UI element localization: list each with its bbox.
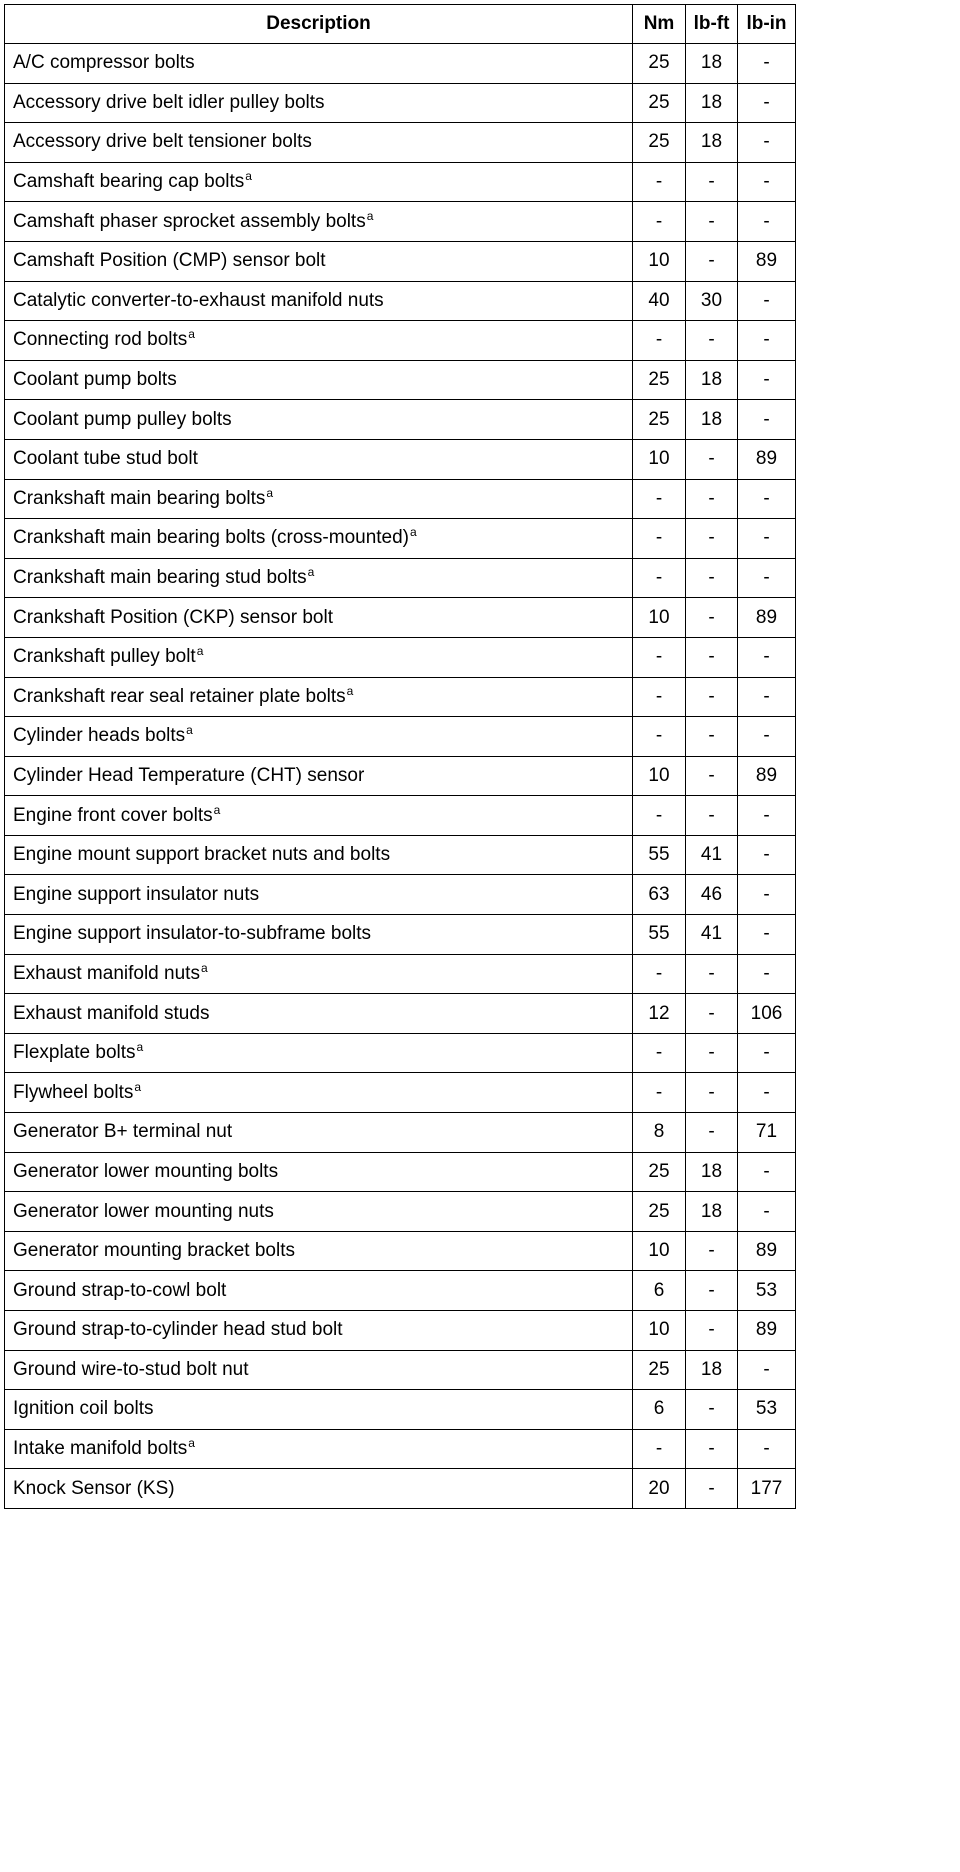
table-row xyxy=(5,202,796,242)
description-text: Generator lower mounting bolts xyxy=(13,1160,279,1182)
table-row xyxy=(5,321,796,361)
cell-description xyxy=(5,1429,633,1469)
cell-lbin: - xyxy=(738,83,796,123)
header-description: Description xyxy=(5,5,633,44)
description-text: Cylinder heads bolts xyxy=(13,725,186,747)
description-text: Knock Sensor (KS) xyxy=(13,1477,175,1499)
cell-lbin: - xyxy=(738,954,796,994)
description-text: Coolant tube stud bolt xyxy=(13,448,198,470)
footnote-marker: a xyxy=(410,525,417,540)
cell-lbft: - xyxy=(686,439,738,479)
cell-description xyxy=(5,1271,633,1311)
cell-description xyxy=(5,123,633,163)
table-row xyxy=(5,994,796,1034)
footnote-marker: a xyxy=(266,485,274,500)
cell-nm: - xyxy=(633,717,686,757)
cell-nm: 40 xyxy=(633,281,686,321)
table-row xyxy=(5,1152,796,1192)
cell-lbft: - xyxy=(686,598,738,638)
cell-lbin: - xyxy=(738,637,796,677)
cell-lbin: - xyxy=(738,360,796,400)
cell-lbin: 89 xyxy=(738,756,796,796)
cell-lbin: 89 xyxy=(738,598,796,638)
description-text: Ground strap-to-cowl bolt xyxy=(13,1279,227,1301)
cell-nm: 25 xyxy=(633,123,686,163)
cell-lbin: - xyxy=(738,1429,796,1469)
description-text: A/C compressor bolts xyxy=(13,52,195,74)
table-row xyxy=(5,162,796,202)
cell-nm: 25 xyxy=(633,1152,686,1192)
table-row xyxy=(5,1390,796,1430)
table-header xyxy=(5,5,796,44)
cell-nm: 10 xyxy=(633,1231,686,1271)
cell-nm: 25 xyxy=(633,400,686,440)
cell-description xyxy=(5,756,633,796)
cell-lbin: - xyxy=(738,202,796,242)
cell-description xyxy=(5,519,633,559)
table-row xyxy=(5,1311,796,1351)
header-lbft: lb-ft xyxy=(686,5,738,44)
cell-nm: 10 xyxy=(633,439,686,479)
cell-lbin: - xyxy=(738,281,796,321)
table-row xyxy=(5,598,796,638)
cell-lbin: - xyxy=(738,875,796,915)
description-text: Crankshaft main bearing stud bolts xyxy=(13,567,307,589)
table-row xyxy=(5,44,796,84)
cell-description xyxy=(5,241,633,281)
table-row xyxy=(5,281,796,321)
cell-lbin: 89 xyxy=(738,241,796,281)
cell-lbft: - xyxy=(686,717,738,757)
footnote-marker: a xyxy=(188,327,195,342)
table-row xyxy=(5,1192,796,1232)
description-text: Exhaust manifold studs xyxy=(13,1002,210,1024)
cell-lbft: - xyxy=(686,1033,738,1073)
description-text: Crankshaft rear seal retainer plate bolts xyxy=(13,685,346,707)
cell-lbin: 89 xyxy=(738,1311,796,1351)
description-text: Engine mount support bracket nuts and bolts xyxy=(13,844,391,866)
cell-description xyxy=(5,1033,633,1073)
table-row xyxy=(5,954,796,994)
cell-lbft: - xyxy=(686,202,738,242)
cell-description xyxy=(5,1390,633,1430)
description-text: Generator B+ terminal nut xyxy=(13,1121,233,1143)
description-text: Exhaust manifold nuts xyxy=(13,962,200,984)
cell-description xyxy=(5,558,633,598)
table-row xyxy=(5,1429,796,1469)
footnote-marker: a xyxy=(245,169,252,184)
cell-lbft: 18 xyxy=(686,1152,738,1192)
cell-nm: 6 xyxy=(633,1271,686,1311)
cell-lbft: 18 xyxy=(686,1192,738,1232)
cell-nm: 12 xyxy=(633,994,686,1034)
description-text: Crankshaft main bearing bolts (cross-mounted) xyxy=(13,527,410,549)
cell-lbft: - xyxy=(686,1429,738,1469)
cell-description xyxy=(5,439,633,479)
cell-lbin: - xyxy=(738,1350,796,1390)
cell-description xyxy=(5,1192,633,1232)
cell-nm: 10 xyxy=(633,598,686,638)
cell-nm: - xyxy=(633,1429,686,1469)
cell-lbft: - xyxy=(686,637,738,677)
cell-lbft: - xyxy=(686,558,738,598)
cell-description xyxy=(5,44,633,84)
cell-lbin: - xyxy=(738,479,796,519)
cell-nm: - xyxy=(633,321,686,361)
cell-lbft: - xyxy=(686,1469,738,1509)
footnote-marker: a xyxy=(186,723,193,738)
cell-nm: 25 xyxy=(633,1192,686,1232)
footnote-marker: a xyxy=(136,1040,144,1055)
footnote-marker: a xyxy=(213,802,221,817)
table-row xyxy=(5,123,796,163)
cell-lbft: - xyxy=(686,162,738,202)
table-row xyxy=(5,241,796,281)
cell-lbft: - xyxy=(686,1390,738,1430)
cell-nm: 10 xyxy=(633,241,686,281)
cell-description xyxy=(5,875,633,915)
cell-nm: - xyxy=(633,1073,686,1113)
table-row xyxy=(5,796,796,836)
cell-description xyxy=(5,360,633,400)
cell-description xyxy=(5,202,633,242)
footnote-marker: a xyxy=(346,683,354,698)
cell-nm: - xyxy=(633,162,686,202)
cell-lbin: 53 xyxy=(738,1390,796,1430)
cell-description xyxy=(5,479,633,519)
cell-lbin: - xyxy=(738,558,796,598)
cell-nm: 25 xyxy=(633,360,686,400)
cell-nm: - xyxy=(633,637,686,677)
cell-lbin: - xyxy=(738,677,796,717)
cell-lbin: - xyxy=(738,1152,796,1192)
cell-lbft: - xyxy=(686,756,738,796)
cell-nm: - xyxy=(633,519,686,559)
cell-lbft: 46 xyxy=(686,875,738,915)
header-row xyxy=(5,5,796,44)
description-text: Engine support insulator nuts xyxy=(13,883,260,905)
cell-lbft: - xyxy=(686,954,738,994)
cell-lbin: - xyxy=(738,321,796,361)
cell-nm: 20 xyxy=(633,1469,686,1509)
cell-lbin: 71 xyxy=(738,1113,796,1153)
cell-description xyxy=(5,915,633,955)
cell-description xyxy=(5,162,633,202)
torque-spec-table xyxy=(4,4,796,1509)
cell-lbin: - xyxy=(738,915,796,955)
description-text: Camshaft bearing cap bolts xyxy=(13,171,245,193)
cell-description xyxy=(5,677,633,717)
description-text: Cylinder Head Temperature (CHT) sensor xyxy=(13,764,365,786)
cell-lbft: 18 xyxy=(686,1350,738,1390)
table-row xyxy=(5,875,796,915)
cell-description xyxy=(5,1469,633,1509)
cell-description xyxy=(5,796,633,836)
description-text: Generator mounting bracket bolts xyxy=(13,1240,295,1262)
cell-description xyxy=(5,1152,633,1192)
cell-lbin: 53 xyxy=(738,1271,796,1311)
description-text: Flexplate bolts xyxy=(13,1042,136,1064)
table-row xyxy=(5,915,796,955)
table-row xyxy=(5,519,796,559)
cell-lbft: - xyxy=(686,241,738,281)
description-text: Camshaft Position (CMP) sensor bolt xyxy=(13,250,326,272)
footnote-marker: a xyxy=(366,208,374,223)
cell-description xyxy=(5,400,633,440)
description-text: Camshaft phaser sprocket assembly bolts xyxy=(13,210,366,232)
cell-description xyxy=(5,598,633,638)
description-text: Crankshaft pulley bolt xyxy=(13,646,196,668)
cell-lbft: - xyxy=(686,1073,738,1113)
footnote-marker: a xyxy=(196,644,204,659)
description-text: Accessory drive belt tensioner bolts xyxy=(13,131,312,153)
description-text: Accessory drive belt idler pulley bolts xyxy=(13,91,325,113)
cell-nm: - xyxy=(633,954,686,994)
description-text: Intake manifold bolts xyxy=(13,1438,188,1460)
description-text: Catalytic converter-to-exhaust manifold nuts xyxy=(13,289,384,311)
cell-nm: 10 xyxy=(633,756,686,796)
cell-lbft: - xyxy=(686,677,738,717)
cell-nm: 8 xyxy=(633,1113,686,1153)
cell-description xyxy=(5,637,633,677)
cell-lbft: - xyxy=(686,1113,738,1153)
cell-nm: 25 xyxy=(633,1350,686,1390)
cell-lbin: - xyxy=(738,519,796,559)
cell-nm: - xyxy=(633,558,686,598)
table-row xyxy=(5,677,796,717)
cell-lbft: 18 xyxy=(686,44,738,84)
cell-lbft: - xyxy=(686,796,738,836)
cell-lbin: - xyxy=(738,1033,796,1073)
cell-nm: - xyxy=(633,1033,686,1073)
cell-lbft: 18 xyxy=(686,360,738,400)
cell-lbft: - xyxy=(686,1231,738,1271)
cell-lbin: - xyxy=(738,162,796,202)
cell-lbft: - xyxy=(686,1311,738,1351)
footnote-marker: a xyxy=(134,1079,142,1094)
footnote-marker: a xyxy=(188,1436,195,1451)
description-text: Crankshaft Position (CKP) sensor bolt xyxy=(13,606,333,628)
table-row xyxy=(5,83,796,123)
cell-lbin: - xyxy=(738,1073,796,1113)
cell-lbin: 89 xyxy=(738,1231,796,1271)
table-row xyxy=(5,400,796,440)
description-text: Coolant pump bolts xyxy=(13,369,177,391)
footnote-marker: a xyxy=(200,960,208,975)
table-row xyxy=(5,1033,796,1073)
cell-lbin: - xyxy=(738,717,796,757)
cell-nm: 25 xyxy=(633,44,686,84)
cell-description xyxy=(5,1073,633,1113)
cell-lbin: 177 xyxy=(738,1469,796,1509)
table-row xyxy=(5,1469,796,1509)
table-row xyxy=(5,558,796,598)
table-row xyxy=(5,439,796,479)
description-text: Engine front cover bolts xyxy=(13,804,213,826)
cell-lbin: - xyxy=(738,1192,796,1232)
footnote-marker: a xyxy=(307,565,315,580)
cell-description xyxy=(5,83,633,123)
cell-lbin: - xyxy=(738,400,796,440)
cell-description xyxy=(5,321,633,361)
cell-lbft: 18 xyxy=(686,83,738,123)
cell-nm: - xyxy=(633,202,686,242)
cell-description xyxy=(5,835,633,875)
cell-nm: 6 xyxy=(633,1390,686,1430)
cell-nm: 25 xyxy=(633,83,686,123)
description-text: Generator lower mounting nuts xyxy=(13,1200,274,1222)
header-lbin: lb-in xyxy=(738,5,796,44)
cell-lbin: - xyxy=(738,123,796,163)
cell-nm: 55 xyxy=(633,915,686,955)
description-text: Flywheel bolts xyxy=(13,1081,134,1103)
cell-nm: 63 xyxy=(633,875,686,915)
header-nm: Nm xyxy=(633,5,686,44)
cell-nm: 10 xyxy=(633,1311,686,1351)
cell-lbin: 89 xyxy=(738,439,796,479)
description-text: Engine support insulator-to-subframe bolts xyxy=(13,923,372,945)
table-row xyxy=(5,1350,796,1390)
description-text: Crankshaft main bearing bolts xyxy=(13,487,266,509)
cell-lbft: - xyxy=(686,321,738,361)
cell-lbft: 18 xyxy=(686,400,738,440)
table-row xyxy=(5,360,796,400)
table-row xyxy=(5,637,796,677)
description-text: Ground strap-to-cylinder head stud bolt xyxy=(13,1319,343,1341)
cell-lbft: - xyxy=(686,519,738,559)
cell-lbft: 30 xyxy=(686,281,738,321)
cell-nm: - xyxy=(633,796,686,836)
cell-nm: - xyxy=(633,677,686,717)
description-text: Connecting rod bolts xyxy=(13,329,188,351)
table-row xyxy=(5,1231,796,1271)
cell-description xyxy=(5,1113,633,1153)
cell-lbft: - xyxy=(686,1271,738,1311)
cell-nm: - xyxy=(633,479,686,519)
table-row xyxy=(5,835,796,875)
cell-description xyxy=(5,954,633,994)
cell-lbin: - xyxy=(738,835,796,875)
table-row xyxy=(5,756,796,796)
cell-description xyxy=(5,1311,633,1351)
description-text: Coolant pump pulley bolts xyxy=(13,408,232,430)
table-body xyxy=(5,44,796,1509)
cell-lbft: 41 xyxy=(686,915,738,955)
cell-nm: 55 xyxy=(633,835,686,875)
table-row xyxy=(5,479,796,519)
table-row xyxy=(5,1271,796,1311)
cell-lbft: - xyxy=(686,479,738,519)
cell-lbin: - xyxy=(738,796,796,836)
table-row xyxy=(5,1073,796,1113)
cell-description xyxy=(5,717,633,757)
cell-lbft: 41 xyxy=(686,835,738,875)
cell-lbft: - xyxy=(686,994,738,1034)
description-text: Ignition coil bolts xyxy=(13,1398,154,1420)
cell-description xyxy=(5,994,633,1034)
table-row xyxy=(5,717,796,757)
cell-lbin: 106 xyxy=(738,994,796,1034)
cell-description xyxy=(5,281,633,321)
cell-lbin: - xyxy=(738,44,796,84)
cell-lbft: 18 xyxy=(686,123,738,163)
description-text: Ground wire-to-stud bolt nut xyxy=(13,1358,249,1380)
cell-description xyxy=(5,1231,633,1271)
table-row xyxy=(5,1113,796,1153)
cell-description xyxy=(5,1350,633,1390)
